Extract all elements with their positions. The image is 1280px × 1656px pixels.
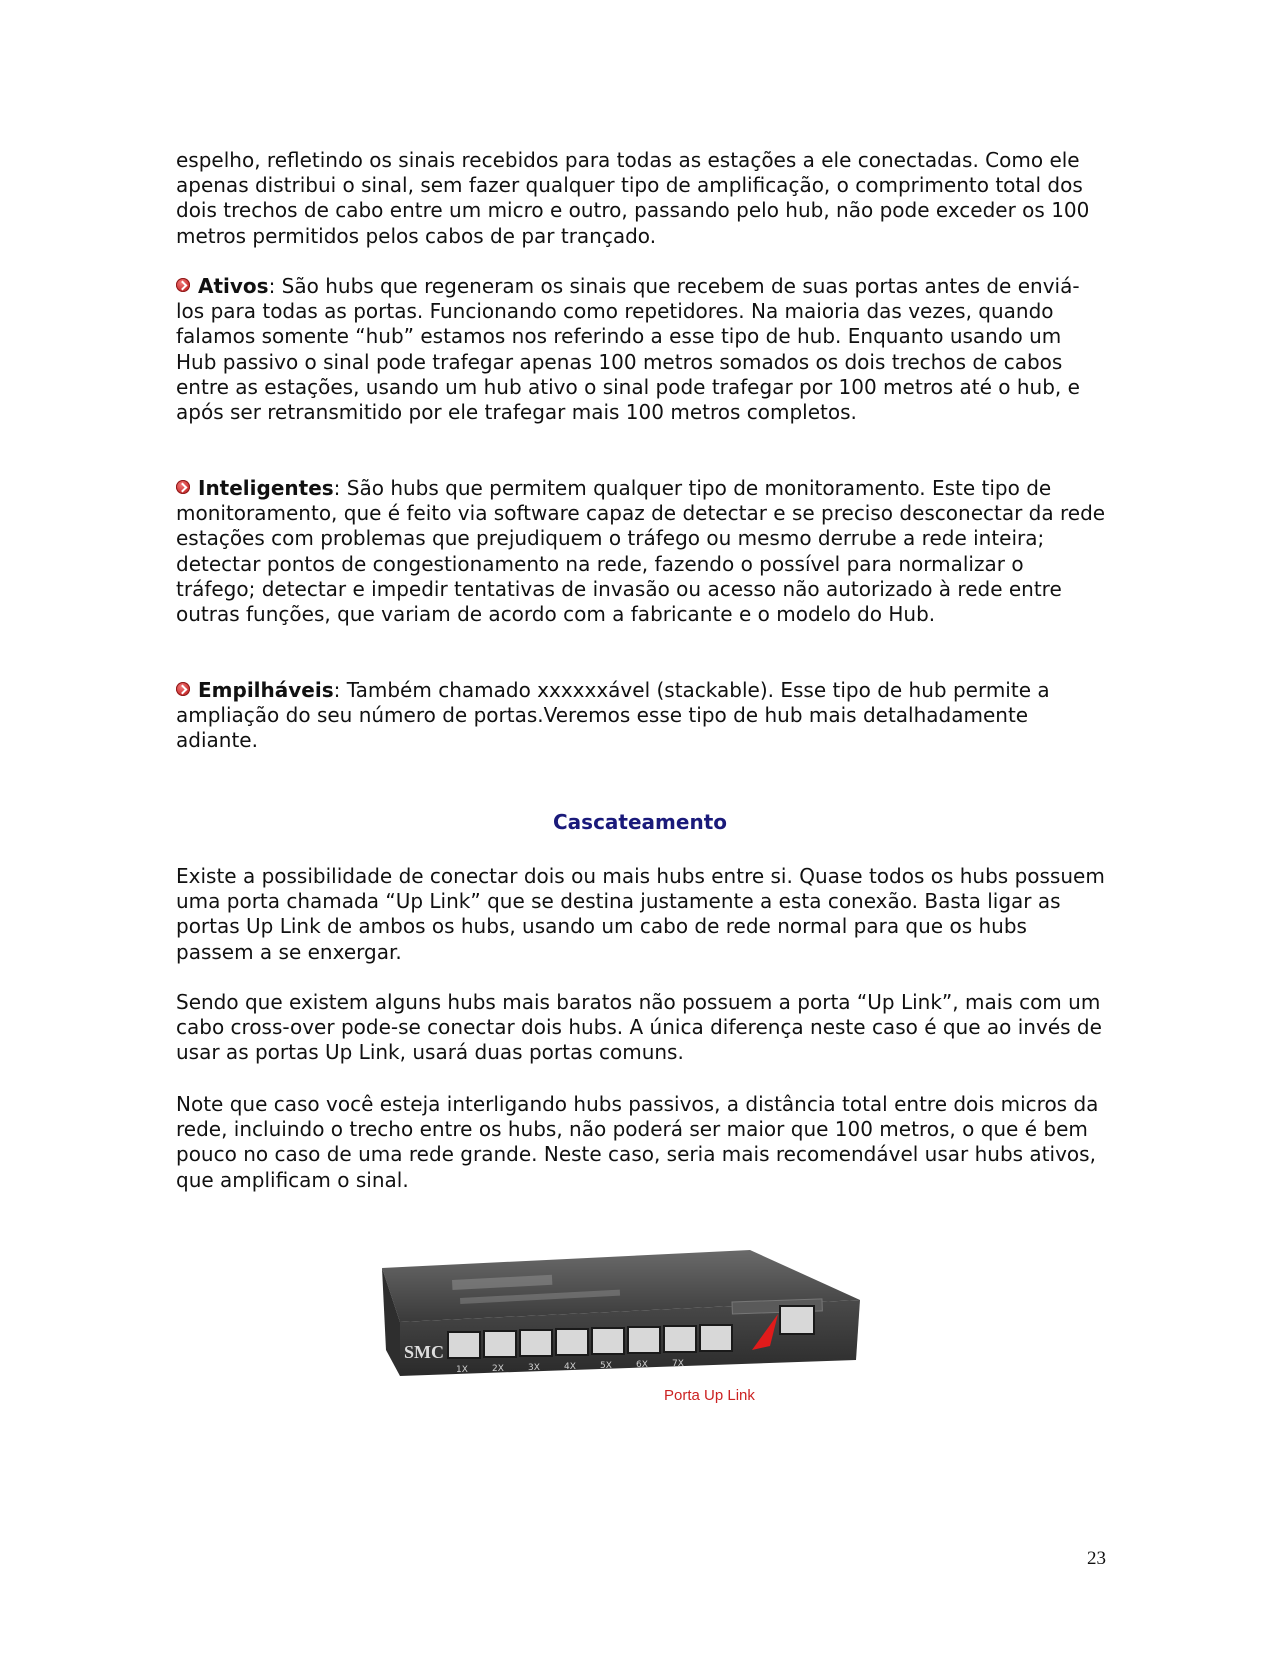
port-1: [448, 1332, 480, 1358]
hub-figure: [360, 1240, 920, 1440]
port-label: 6X: [636, 1360, 648, 1370]
port-label: 4X: [564, 1362, 576, 1372]
uplink-callout-label: Porta Up Link: [664, 1387, 755, 1404]
port-4: [556, 1329, 588, 1355]
port-label: 2X: [492, 1364, 504, 1374]
bullet-icon: [176, 278, 190, 292]
hub-brand-logo: SMC: [404, 1342, 444, 1362]
port-6: [628, 1327, 660, 1353]
port-5: [592, 1328, 624, 1354]
port-label: 3X: [528, 1363, 540, 1373]
paragraph-stackable-hubs: [176, 678, 1106, 754]
paragraph-cascading-intro: Existe a possibilidade de conectar dois ou mais hubs entre si. Quase todos os hubs possuem uma porta chamada “Up Link” que se destina justamente a esta conexão. Basta ligar as portas Up Link de ambos os hubs, usando um cabo de rede normal para que os hubs passem a se enxergar.: [176, 864, 1105, 964]
text-empilhaveis: : Também chamado xxxxxxável (stackable). Esse tipo de hub permite a ampliação do seu número de portas.Veremos esse tipo de hub mais detalhadamente adiante.: [176, 678, 1050, 753]
bullet-icon: [176, 480, 190, 494]
port-8: [700, 1325, 732, 1351]
uplink-port: [780, 1306, 814, 1334]
bullet-icon: [176, 682, 190, 696]
port-7: [664, 1326, 696, 1352]
term-inteligentes: Inteligentes: [198, 476, 334, 500]
section-heading: Cascateamento: [553, 810, 727, 834]
paragraph-intelligent-hubs: [176, 476, 1106, 627]
term-empilhaveis: Empilháveis: [198, 678, 334, 702]
port-3: [520, 1330, 552, 1356]
term-ativos: Ativos: [198, 274, 269, 298]
port-label: 1X: [456, 1365, 468, 1375]
paragraph-cross-over: Sendo que existem alguns hubs mais baratos não possuem a porta “Up Link”, mais com um cabo cross-over pode-se conectar dois hubs. A única diferença neste caso é que ao invés de usar as portas Up Link, usará duas portas comuns.: [176, 990, 1102, 1065]
port-label: 7X: [672, 1359, 684, 1369]
paragraph-active-hubs: [176, 274, 1106, 425]
port-label: 5X: [600, 1361, 612, 1371]
text-ativos: : São hubs que regeneram os sinais que recebem de suas portas antes de enviá-los para todas as portas. Funcionando como repetidores. Na maioria das vezes, quando falamos somente “hub” estamos nos referindo a esse tipo de hub. Enquanto usando um Hub passivo o sinal pode trafegar apenas 100 metros somados os dois trechos de cabos entre as estações, usando um hub ativo o sinal pode trafegar por 100 metros até o hub, e após ser retransmitido por ele trafegar mais 100 metros completos.: [176, 274, 1080, 425]
text-inteligentes: : São hubs que permitem qualquer tipo de monitoramento. Este tipo de monitoramento, que é feito via software capaz de detectar e se preciso desconectar da rede estações com problemas que prejudiquem o tráfego ou mesmo derrube a rede inteira; detectar pontos de congestionamento na rede, fazendo o possível para normalizar o tráfego; detectar e impedir tentativas de invasão ou acesso não autorizado à rede entre outras funções, que variam de acordo com a fabricante e o modelo do Hub.: [176, 476, 1106, 627]
paragraph-passive-hub-continued: espelho, refletindo os sinais recebidos para todas as estações a ele conectadas. Como ele apenas distribui o sinal, sem fazer qualquer tipo de amplificação, o comprimento total dos dois trechos de cabo entre um micro e outro, passando pelo hub, não pode exceder os 100 metros permitidos pelos cabos de par trançado.: [176, 148, 1090, 248]
paragraph-passive-distance: Note que caso você esteja interligando hubs passivos, a distância total entre dois micros da rede, incluindo o trecho entre os hubs, não poderá ser maior que 100 metros, o que é bem pouco no caso de uma rede grande. Neste caso, seria mais recomendável usar hubs ativos, que amplificam o sinal.: [176, 1092, 1099, 1192]
page-number: 23: [1087, 1548, 1106, 1569]
port-2: [484, 1331, 516, 1357]
